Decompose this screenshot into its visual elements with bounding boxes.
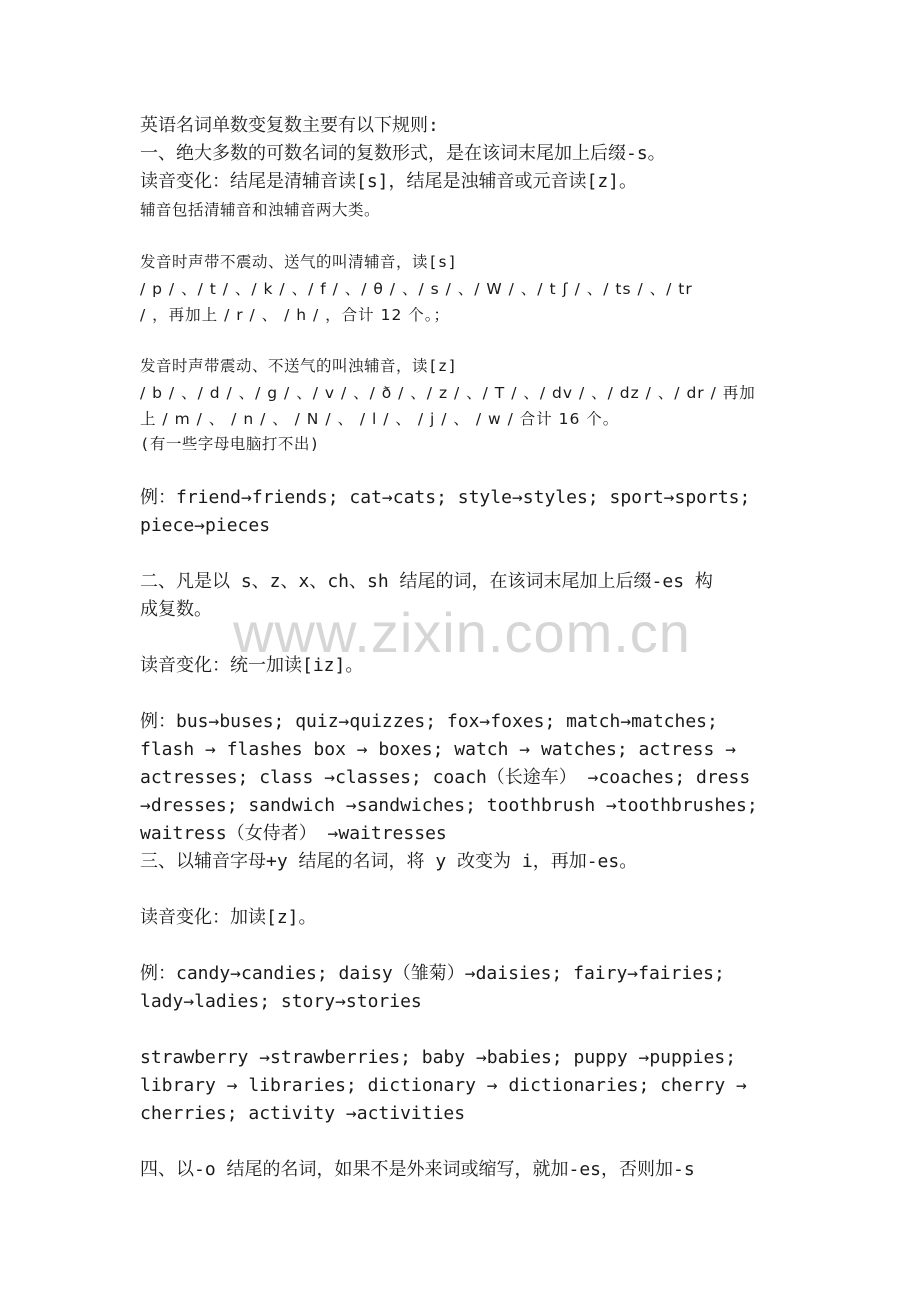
rule-2-example-2: flash → flashes box → boxes; watch → watches; actress →: [140, 739, 737, 760]
rule-3-example-1: 例：candy→candies; daisy（雏菊）→daisies; fairy→fairies;: [140, 963, 725, 984]
rule-2-example-1: 例：bus→buses; quiz→quizzes; fox→foxes; match→matches;: [140, 711, 718, 732]
rule-1-example-2: piece→pieces: [140, 515, 271, 536]
voiceless-list-1: / p / 、/ t / 、/ k / 、/ f / 、/ θ / 、/ s / 、/ W / 、/ t ʃ / 、/ ts / 、/ tr: [140, 280, 693, 298]
voiceless-list-2: / ，再加上 / r / 、 / h / ，合计 12 个。；: [140, 306, 450, 324]
rule-3-example-2: lady→ladies; story→stories: [140, 991, 422, 1012]
rule-3-example-5: cherries; activity →activities: [140, 1103, 466, 1124]
watermark: www.zixin.com.cn: [233, 601, 691, 664]
rule-3-heading: 三、以辅音字母+y 结尾的名词，将 y 改变为 i，再加-es。: [140, 851, 638, 872]
voiced-list-1: / b / 、/ d / 、/ g / 、/ v / 、/ ð / 、/ z / 、/ T / 、/ dv / 、/ dz / 、/ dr / 再加: [140, 384, 756, 402]
rule-3-example-3: strawberry →strawberries; baby →babies; puppy →puppies;: [140, 1047, 737, 1068]
rule-1-example-1: 例：friend→friends; cat→cats; style→styles; sport→sports;: [140, 487, 751, 508]
rule-2-example-4: →dresses; sandwich →sandwiches; toothbrush →toothbrushes;: [140, 795, 758, 816]
rule-2-heading-1: 二、凡是以 s、z、x、ch、sh 结尾的词，在该词末尾加上后缀-es 构: [140, 571, 713, 592]
voiceless-heading: 发音时声带不震动、送气的叫清辅音，读[s]: [140, 253, 458, 271]
rule-1-heading: 一、绝大多数的可数名词的复数形式，是在该词末尾加上后缀-s。: [140, 143, 666, 164]
rule-2-heading-2: 成复数。: [140, 599, 212, 620]
doc-title: 英语名词单数变复数主要有以下规则:: [140, 115, 439, 136]
rule-3-pronunciation: 读音变化：加读[z]。: [140, 907, 317, 928]
voiced-heading: 发音时声带震动、不送气的叫浊辅音，读[z]: [140, 357, 458, 375]
rule-1-pronunciation: 读音变化：结尾是清辅音读[s]，结尾是浊辅音或元音读[z]。: [140, 171, 638, 192]
rule-4-heading: 四、以-o 结尾的名词，如果不是外来词或缩写，就加-es，否则加-s: [140, 1159, 695, 1180]
voiced-list-2: 上 / m / 、 / n / 、 / N / 、 / l / 、 / j / 、 / w / 合计 16 个。: [140, 410, 620, 428]
consonant-note: 辅音包括清辅音和浊辅音两大类。: [140, 201, 381, 219]
rule-2-example-3: actresses; class →classes; coach（长途车） →coaches; dress: [140, 767, 751, 788]
rule-3-example-4: library → libraries; dictionary → dictionaries; cherry →: [140, 1075, 747, 1096]
note-missing-letters: (有一些字母电脑打不出): [140, 435, 320, 453]
rule-2-example-5: waitress（女侍者） →waitresses: [140, 823, 447, 844]
rule-2-pronunciation: 读音变化：统一加读[iz]。: [140, 655, 364, 676]
